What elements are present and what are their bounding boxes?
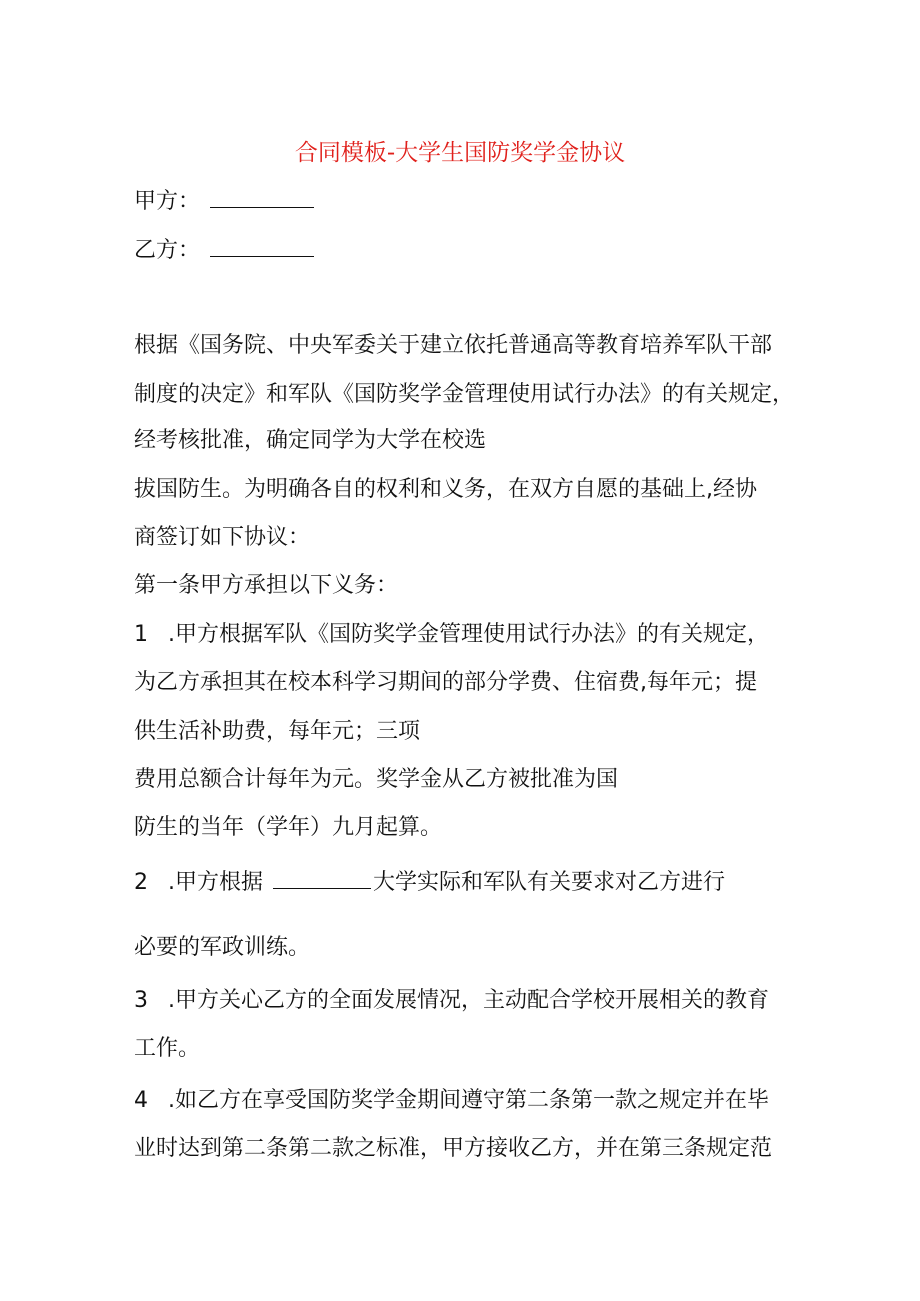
party-b-blank [210,234,314,257]
intro-line-2: 制度的决定》和军队《国防奖学金管理使用试行办法》的有关规定， [134,382,795,407]
document-title: 合同模板-大学生国防奖学金协议 [294,140,626,166]
item-3-line-2: 工作。 [134,1036,201,1061]
item-2-line-2: 必要的军政训练。 [134,935,311,960]
party-a-label: 甲方： [134,189,201,214]
party-a-line [134,185,314,218]
item-1-line-5: 防生的当年（学年）九月起算。 [134,815,443,840]
item-3-number: 3 [134,988,148,1013]
item-1-line-1 [134,619,769,651]
party-b-label: 乙方： [134,238,201,263]
item-3-text: .甲方关心乙方的全面发展情况，主动配合学校开展相关的教育 [168,988,769,1013]
item-2-text-before: .甲方根据 [168,870,263,895]
item-1-number: 1 [134,622,148,647]
university-blank [273,866,371,889]
intro-line-5: 商签订如下协议： [134,525,311,550]
item-1-line-2: 为乙方承担其在校本科学习期间的部分学费、住宿费,每年元；提 [134,670,757,695]
party-a-blank [210,185,314,208]
item-2-line-1 [134,866,725,899]
intro-line-4: 拔国防生。为明确各自的权利和义务，在双方自愿的基础上,经协 [134,477,757,502]
intro-line-3: 经考核批准，确定同学为大学在校选 [134,428,487,453]
item-2-number: 2 [134,870,148,895]
item-4-line-2: 业时达到第二条第二款之标准，甲方接收乙方，并在第三条规定范 [134,1136,773,1161]
item-4-number: 4 [134,1088,148,1113]
article-1-heading: 第一条甲方承担以下义务： [134,573,399,598]
intro-line-1: 根据《国务院、中央军委关于建立依托普通高等教育培养军队干部 [134,333,773,358]
item-2-text-after: 大学实际和军队有关要求对乙方进行 [373,870,726,895]
item-4-line-1 [134,1085,769,1117]
party-b-line [134,234,314,267]
item-1-line-3: 供生活补助费，每年元；三项 [134,719,421,744]
item-1-text: .甲方根据军队《国防奖学金管理使用试行办法》的有关规定， [168,622,769,647]
item-1-line-4: 费用总额合计每年为元。奖学金从乙方被批准为国 [134,767,619,792]
item-3-line-1 [134,985,769,1017]
item-4-text: .如乙方在享受国防奖学金期间遵守第二条第一款之规定并在毕 [168,1088,769,1113]
